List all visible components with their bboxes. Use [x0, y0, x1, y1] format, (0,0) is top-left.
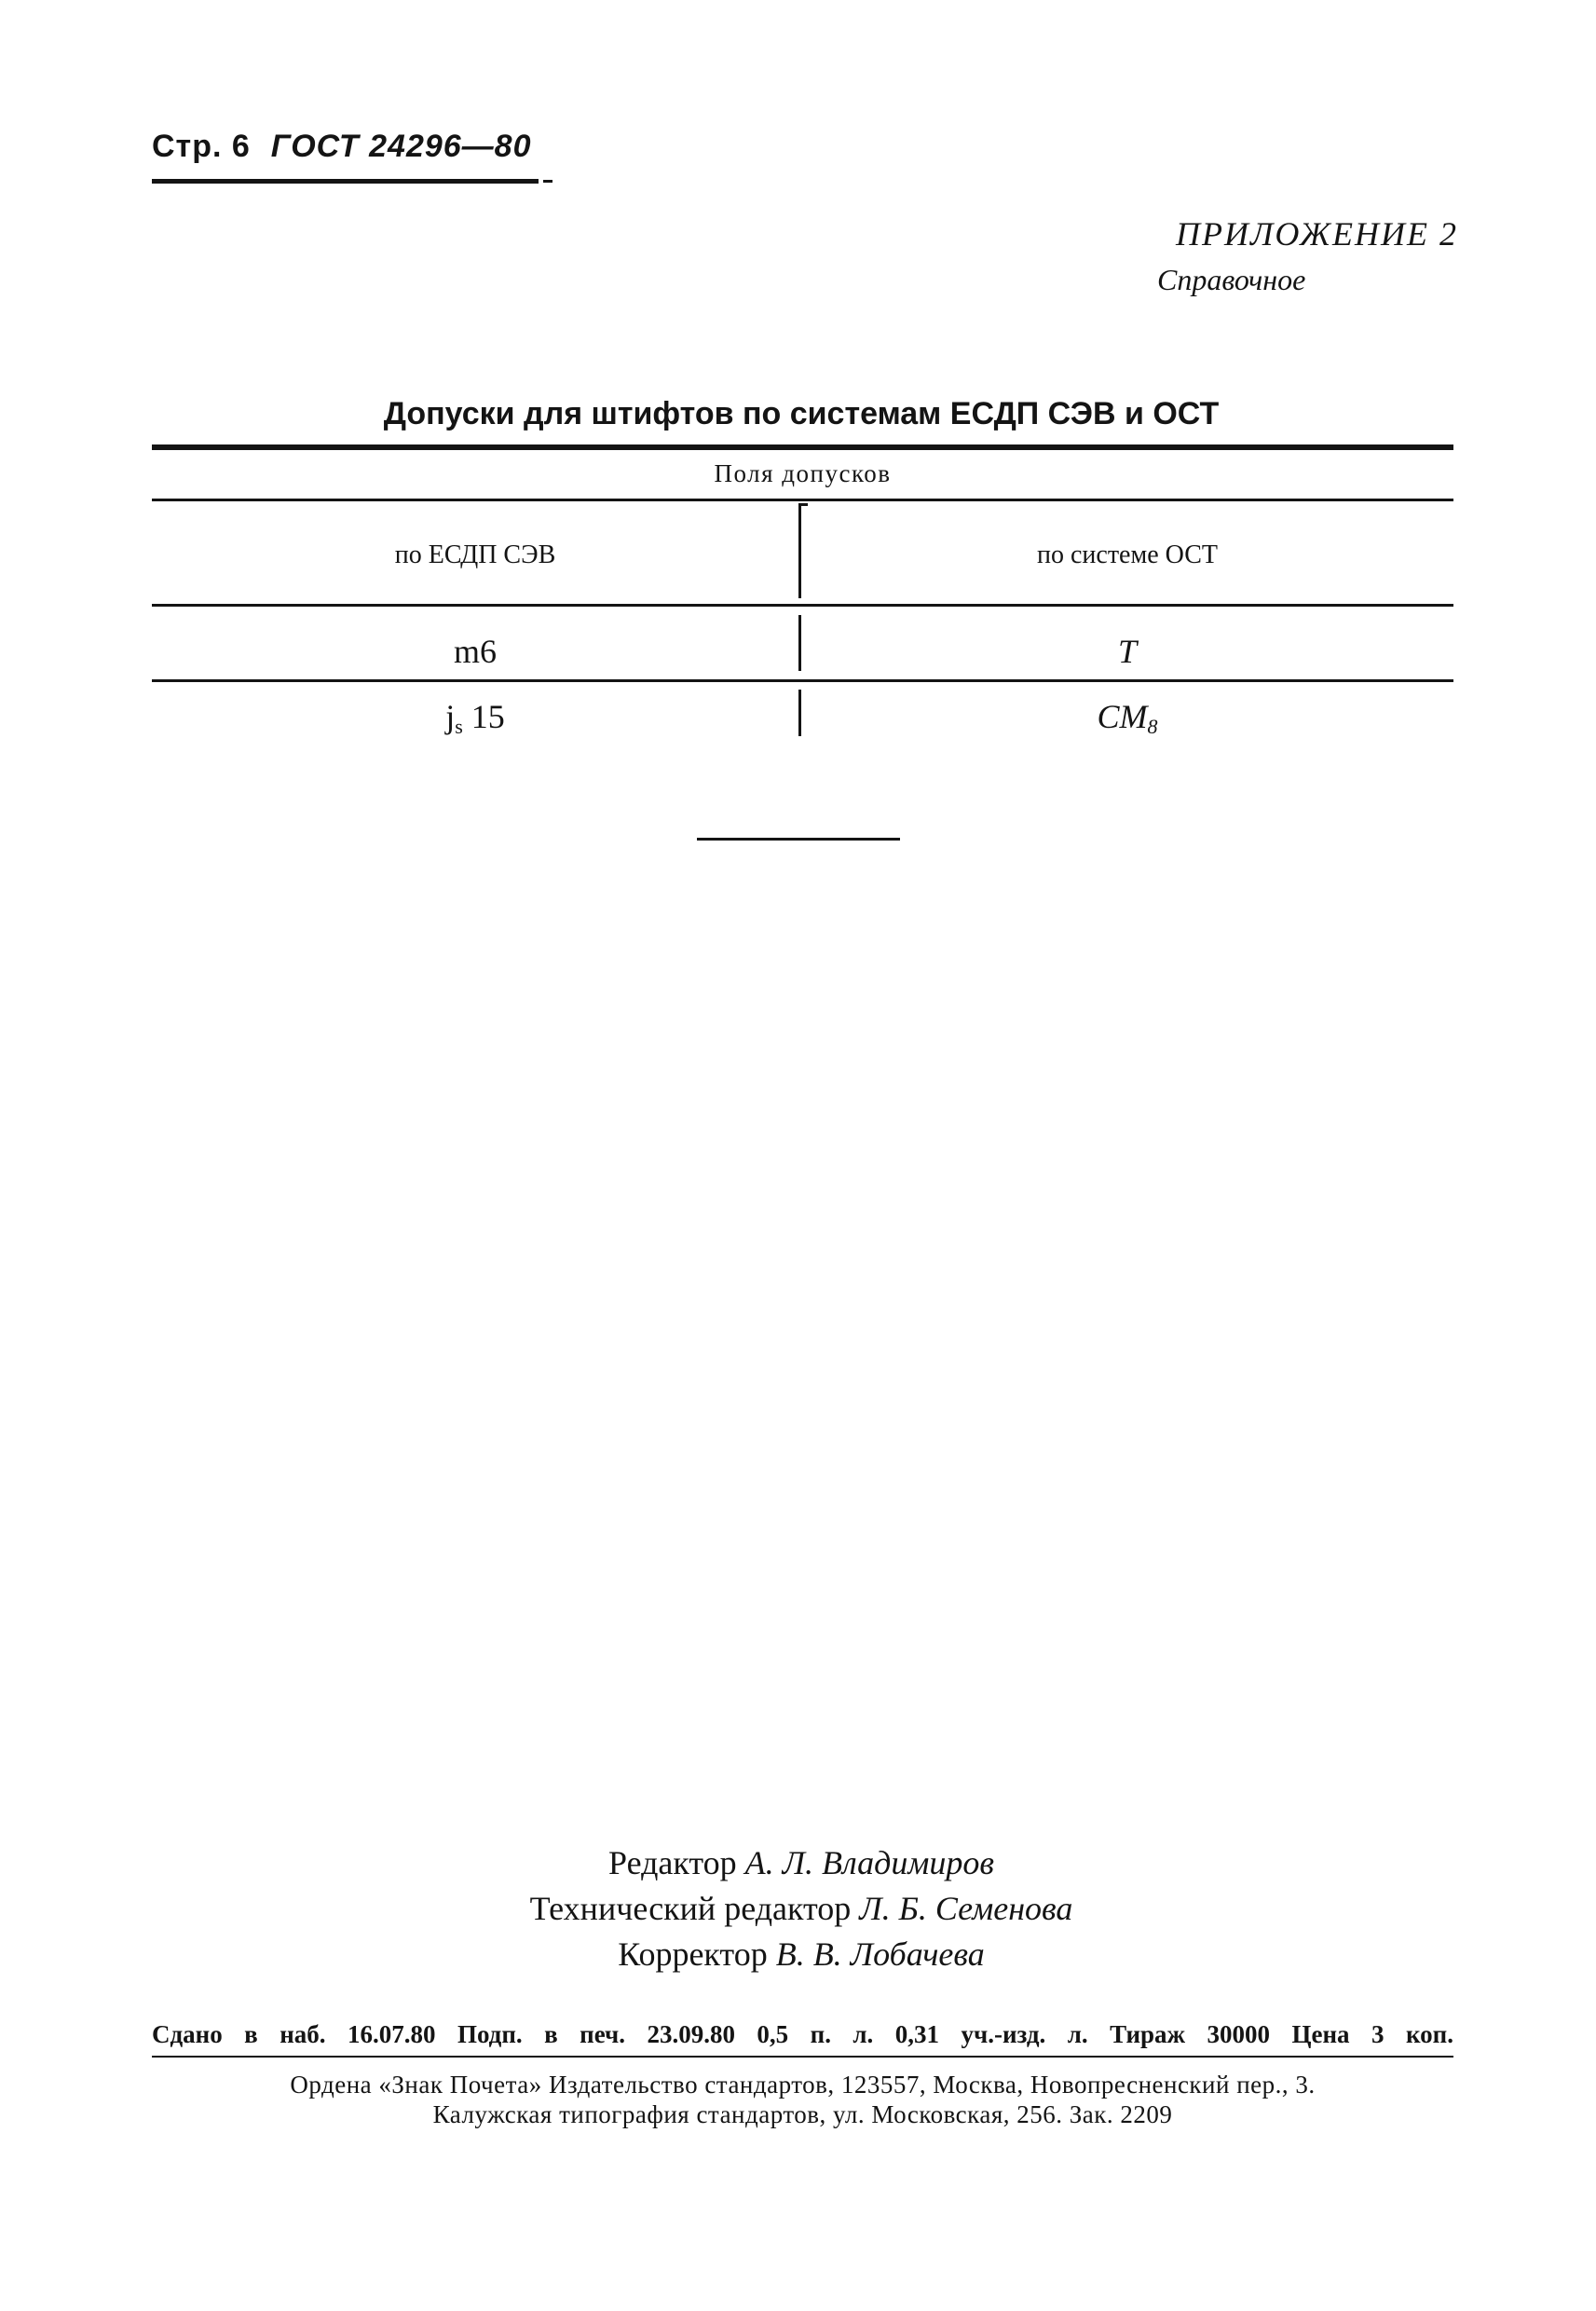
- credit-name: А. Л. Владимиров: [744, 1844, 994, 1881]
- appendix-subtitle: Справочное: [1157, 263, 1306, 296]
- column-header-ost: по системе ОСТ: [1037, 540, 1218, 569]
- table-caption: Поля допусков: [714, 459, 892, 487]
- cell-subscript: s: [455, 715, 463, 738]
- table-row-2-ost: [801, 697, 1453, 739]
- cell-value: CM: [1097, 698, 1148, 735]
- table-caption-rule: [152, 499, 1453, 501]
- credit-name: В. В. Лобачева: [775, 1935, 985, 1973]
- cell-value: T: [1117, 633, 1138, 670]
- cell-value: j: [445, 698, 456, 735]
- table-title: Допуски для штифтов по системам ЕСДП СЭВ и ОСТ: [383, 396, 1220, 431]
- table-row-rule: [152, 679, 1453, 682]
- column-divider-tick: [798, 503, 808, 506]
- credit-role: Корректор: [618, 1935, 768, 1973]
- credit-role: Технический редактор: [529, 1890, 852, 1927]
- credit-role: Редактор: [608, 1844, 737, 1881]
- column-header-esdp: по ЕСДП СЭВ: [394, 540, 556, 569]
- credit-tech-editor: [149, 1889, 1453, 1928]
- credit-name: Л. Б. Семенова: [859, 1890, 1073, 1927]
- table-row-1-ost: [801, 632, 1453, 671]
- page-header: [152, 129, 532, 165]
- standard-number: ГОСТ 24296—80: [270, 129, 532, 164]
- cell-value-rest: 15: [462, 698, 505, 735]
- table-row-2-esdp: [152, 697, 798, 739]
- credit-editor: [149, 1843, 1453, 1882]
- imprint-publisher: Ордена «Знак Почета» Издательство стандартов, 123557, Москва, Новопресненский пер., 3.: [290, 2071, 1316, 2099]
- cell-subscript: 8: [1147, 715, 1158, 738]
- page-number: Стр. 6: [152, 129, 251, 164]
- header-rule: [152, 179, 539, 184]
- table-top-rule: [152, 444, 1453, 450]
- imprint-print-data: Сдано в наб. 16.07.80 Подп. в печ. 23.09.80 0,5 п. л. 0,31 уч.-изд. л. Тираж 30000 Цена 3 коп.: [152, 2020, 1453, 2048]
- end-divider: [697, 838, 900, 841]
- appendix-title: ПРИЛОЖЕНИЕ 2: [1176, 215, 1458, 253]
- cell-value: m6: [453, 633, 497, 670]
- credit-corrector: [149, 1935, 1453, 1974]
- imprint-rule: [152, 2056, 1453, 2058]
- table-header-rule: [152, 604, 1453, 607]
- table-row-1-esdp: [152, 632, 798, 671]
- header-rule-tail: [543, 180, 552, 183]
- imprint-printer: Калужская типография стандартов, ул. Московская, 256. Зак. 2209: [432, 2100, 1173, 2128]
